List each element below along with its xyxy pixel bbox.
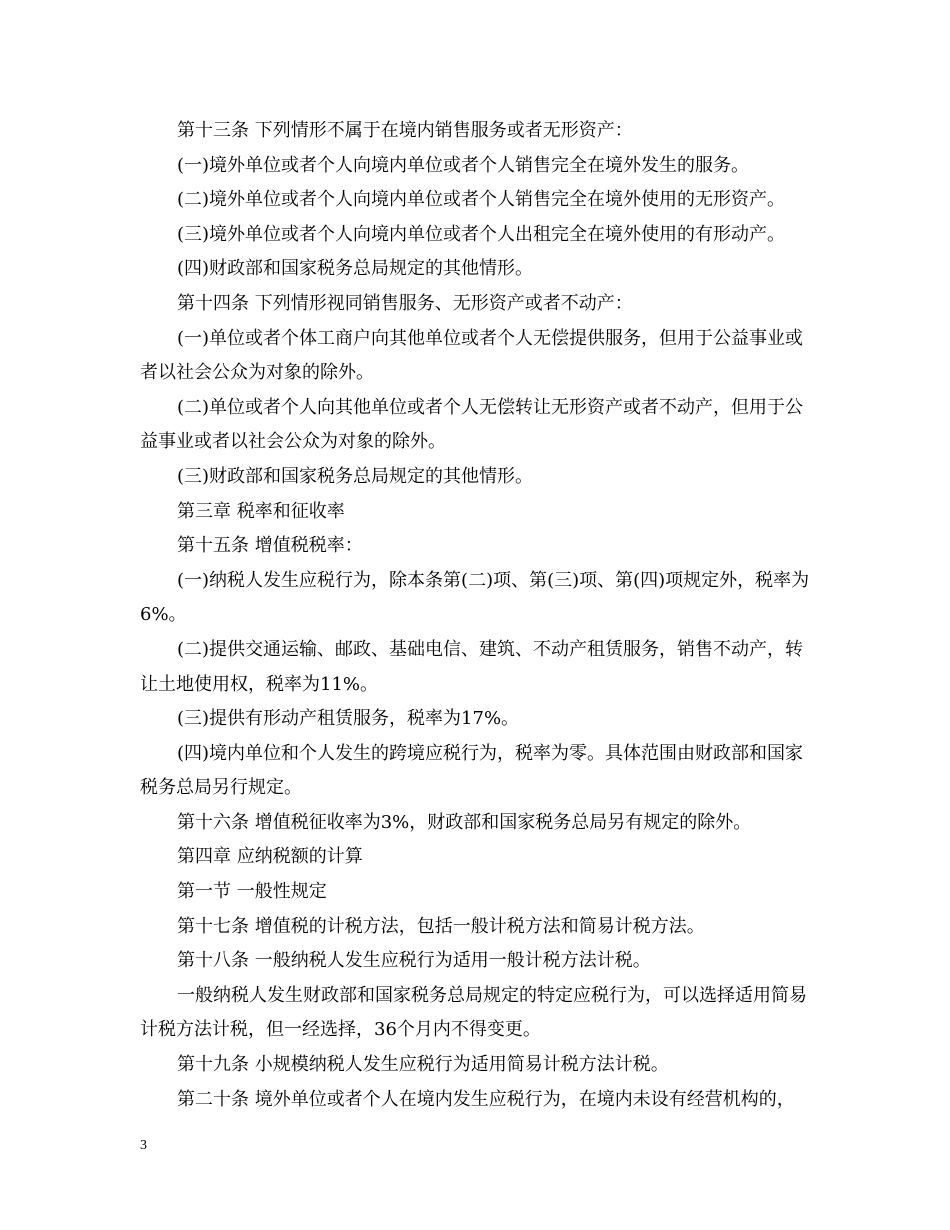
article-14-item-1: (一)单位或者个体工商户向其他单位或者个人无偿提供服务，但用于公益事业或者以社会公众为对象的除外。 [140, 327, 804, 384]
article-19: 第十九条 小规模纳税人发生应税行为适用简易计税方法计税。 [177, 1054, 669, 1076]
article-15-item-1: (一)纳税人发生应税行为，除本条第(二)项、第(三)项、第(四)项规定外，税率为6%。 [140, 569, 810, 626]
article-15-heading: 第十五条 增值税税率： [177, 535, 363, 557]
article-14-heading: 第十四条 下列情形视同销售服务、无形资产或者不动产： [177, 292, 633, 314]
article-18-continuation: 一般纳税人发生财政部和国家税务总局规定的特定应税行为，可以选择适用简易计税方法计税，但一经选择，36个月内不得变更。 [140, 984, 807, 1041]
article-15-item-2: (二)提供交通运输、邮政、基础电信、建筑、不动产租赁服务，销售不动产，转让土地使用权，税率为11%。 [140, 638, 804, 695]
article-14-item-3: (三)财政部和国家税务总局规定的其他情形。 [177, 465, 534, 487]
article-13-heading: 第十三条 下列情形不属于在境内销售服务或者无形资产： [177, 120, 633, 141]
chapter-3-heading: 第三章 税率和征收率 [177, 500, 345, 522]
article-18: 第十八条 一般纳税人发生应税行为适用一般计税方法计税。 [177, 950, 651, 972]
article-13-item-4: (四)财政部和国家税务总局规定的其他情形。 [177, 258, 534, 280]
article-17: 第十七条 增值税的计税方法，包括一般计税方法和简易计税方法。 [177, 915, 705, 937]
article-13-item-2: (二)境外单位或者个人向境内单位或者个人销售完全在境外使用的无形资产。 [177, 189, 786, 211]
page-number: 3 [140, 1138, 147, 1153]
article-14-item-2: (二)单位或者个人向其他单位或者个人无偿转让无形资产或者不动产，但用于公益事业或者以社会公众为对象的除外。 [140, 396, 804, 453]
article-20: 第二十条 境外单位或者个人在境内发生应税行为，在境内未设有经营机构的， [177, 1088, 795, 1110]
article-16: 第十六条 增值税征收率为3%，财政部和国家税务总局另有规定的除外。 [177, 811, 752, 833]
article-13-item-3: (三)境外单位或者个人向境内单位或者个人出租完全在境外使用的有形动产。 [177, 223, 786, 245]
article-13-item-1: (一)境外单位或者个人向境内单位或者个人销售完全在境外发生的服务。 [177, 154, 750, 176]
section-1-heading: 第一节 一般性规定 [177, 881, 327, 903]
document-body [140, 114, 820, 1117]
chapter-4-heading: 第四章 应纳税额的计算 [177, 846, 363, 868]
article-15-item-4: (四)境内单位和个人发生的跨境应税行为，税率为零。具体范围由财政部和国家税务总局另行规定。 [140, 742, 804, 799]
article-15-item-3: (三)提供有形动产租赁服务，税率为17%。 [177, 708, 520, 730]
